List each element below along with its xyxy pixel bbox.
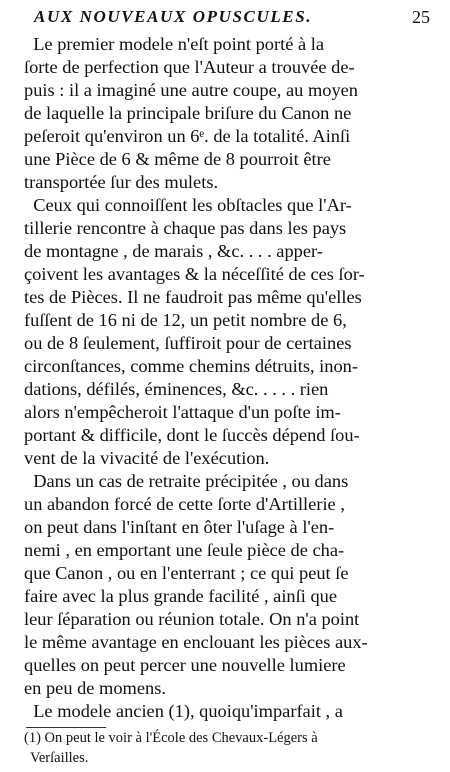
text-line: alors n'empêcheroit l'attaque d'un poſte im- — [24, 402, 341, 422]
footnote-line: Verſailles. — [30, 750, 89, 766]
text-line: dations, défilés, éminences, &c. . . . . rien — [24, 379, 329, 399]
text-line: de laquelle la principale briſure du Canon ne — [24, 103, 352, 123]
text-line: ou de 8 ſeulement, ſuffiroit pour de certaines — [24, 333, 352, 353]
text-line: une Pièce de 6 & même de 8 pourroit être — [24, 149, 331, 169]
page-header — [24, 4, 430, 30]
text-line: le même avantage en enclouant les pièces aux- — [24, 632, 368, 652]
text-line: tillerie rencontre à chaque pas dans les pays — [24, 218, 347, 238]
body-text — [24, 33, 438, 723]
text-line: transportée ſur des mulets. — [24, 172, 219, 192]
text-line: on peut dans l'inſtant en ôter l'uſage à l'en- — [24, 517, 335, 537]
text-line: faire avec la plus grande facilité , ainſi que — [24, 586, 337, 606]
text-line: nemi , en emportant une ſeule pièce de cha- — [24, 540, 345, 560]
text-line: en peu de momens. — [24, 678, 166, 698]
text-line: Le modele ancien (1), quoiqu'imparfait , a — [24, 701, 343, 721]
footnote — [24, 728, 438, 768]
text-line: çoivent les avantages & la néceſſité de ces ſor- — [24, 264, 365, 284]
text-line: Dans un cas de retraite précipitée , ou dans — [24, 471, 349, 491]
text-line: un abandon forcé de cette ſorte d'Artillerie , — [24, 494, 345, 514]
footnote-line: (1) On peut le voir à l'École des Chevaux-Légers à — [24, 730, 318, 746]
text-line: quelles on peut percer une nouvelle lumiere — [24, 655, 346, 675]
text-line: circonſtances, comme chemins détruits, inon- — [24, 356, 358, 376]
text-line: puis : il a imaginé une autre coupe, au moyen — [24, 80, 358, 100]
text-line: vent de la vivacité de l'exécution. — [24, 448, 270, 468]
text-line: Le premier modele n'eſt point porté à la — [24, 34, 325, 54]
running-title: AUX NOUVEAUX OPUSCULES. — [34, 7, 313, 26]
text-line: de montagne , de marais , &c. . . . apper- — [24, 241, 323, 261]
text-line: tes de Pièces. Il ne faudroit pas même qu'elles — [24, 287, 362, 307]
text-line: ſorte de perfection que l'Auteur a trouvée de- — [24, 57, 355, 77]
text-line: Ceux qui connoiſſent les obſtacles que l'Ar- — [24, 195, 352, 215]
text-line: que Canon , ou en l'enterrant ; ce qui peut ſe — [24, 563, 349, 583]
text-line: portant & difficile, dont le ſuccès dépend ſou- — [24, 425, 360, 445]
text-line: fuſſent de 16 ni de 12, un petit nombre de 6, — [24, 310, 347, 330]
page-number: 25 — [412, 7, 430, 27]
text-line: peſeroit qu'environ un 6ᵉ. de la totalité. Ainſi — [24, 126, 351, 146]
text-line: leur ſéparation ou réunion totale. On n'a point — [24, 609, 360, 629]
